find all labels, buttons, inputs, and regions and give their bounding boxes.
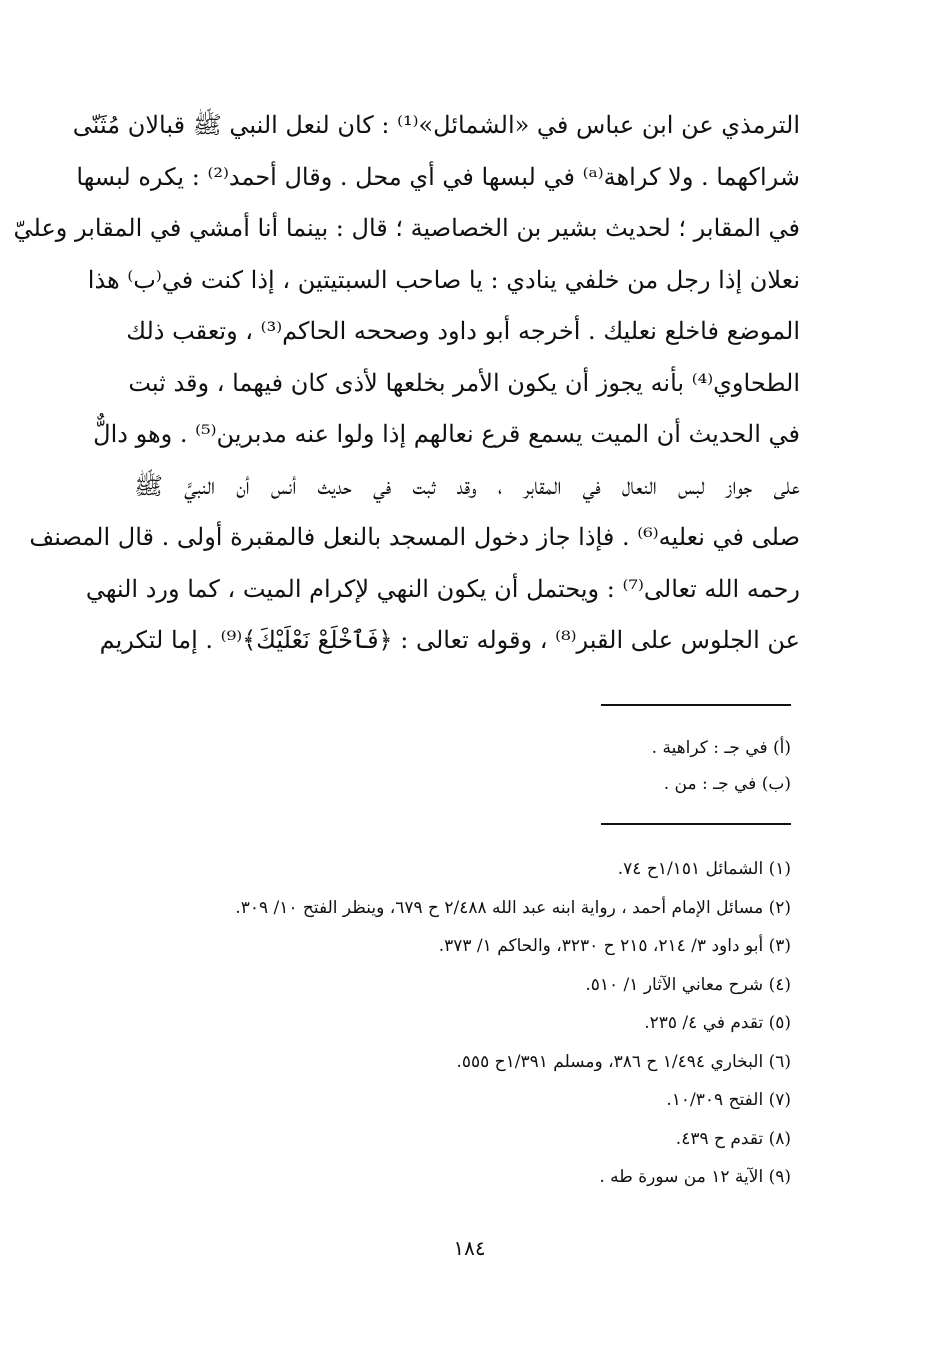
variant-note: (ب) في جـ : من . [663, 774, 791, 794]
text-line: شراكهما . ولا كراهة⁽ᵃ⁾ في لبسها في أي محل . وقال أحمد⁽²⁾ : يكره لبسها [76, 162, 800, 191]
footnote: (٩) الآية ١٢ من سورة طه . [599, 1167, 791, 1187]
footnote: (٢) مسائل الإمام أحمد ، رواية ابنه عبد الله ٢/٤٨٨ ح ٦٧٩، وينظر الفتح ١٠/ ٣٠٩. [235, 897, 791, 918]
footnote: (٥) تقدم في ٤/ ٢٣٥. [644, 1013, 791, 1033]
footnote: (١) الشمائل ١/١٥١ح ٧٤. [617, 859, 791, 879]
text-line: في الحديث أن الميت يسمع قرع نعالهم إذا ولوا عنه مدبرين⁽⁵⁾ . وهو دالٌّ [93, 420, 800, 448]
text-line: في المقابر ؛ لحديث بشير بن الخصاصية ؛ قال : بينما أنا أمشي في المقابر وعليّ [13, 214, 800, 242]
footnote: (٦) البخاري ١/٤٩٤ ح ٣٨٦، ومسلم ١/٣٩١ح ٥٥٥. [456, 1051, 791, 1072]
footnote: (٤) شرح معاني الآثار ١/ ٥١٠. [585, 974, 791, 995]
variant-note: (أ) في جـ : كراهية . [651, 738, 791, 758]
footnote-divider [601, 704, 791, 706]
text-line: رحمه الله تعالى⁽⁷⁾ : ويحتمل أن يكون النهي لإكرام الميت ، كما ورد النهي [85, 574, 800, 603]
text-line: نعلان إذا رجل من خلفي ينادي : يا صاحب السبتيتين ، إذا كنت في⁽ب⁾ هذا [87, 265, 800, 294]
main-text [13, 100, 800, 667]
footnote: (٨) تقدم ح ٤٣٩. [675, 1128, 791, 1149]
footnote: (٣) أبو داود ٣/ ٢١٤، ٢١٥ ح ٣٢٣٠، والحاكم ١/ ٣٧٣. [438, 936, 791, 956]
text-line: صلى في نعليه⁽⁶⁾ . فإذا جاز دخول المسجد بالنعل فالمقبرة أولى . قال المصنف [29, 523, 800, 551]
text-line: الترمذي عن ابن عباس في «الشمائل»⁽¹⁾ : كان لنعل النبي ﷺ قبالان مُثَنّى [72, 111, 800, 139]
footnotes [151, 850, 791, 1197]
page-number: ١٨٤ [453, 1236, 486, 1260]
text-line: الموضع فاخلع نعليك . أخرجه أبو داود وصححه الحاكم⁽³⁾ ، وتعقب ذلك [126, 317, 800, 345]
textual-variants [151, 730, 791, 802]
text-line: على جواز لبس النعال في المقابر ، وقد ثبت في حديث أنس أن النبيَّ ﷺ [134, 471, 800, 500]
footnote: (٧) الفتح ١٠/٣٠٩. [666, 1090, 791, 1110]
footnote-divider [601, 823, 791, 825]
text-line: عن الجلوس على القبر⁽⁸⁾ ، وقوله تعالى : ﴿فَٱخْلَعْ نَعْلَيْكَ﴾⁽⁹⁾ . إما لتكريم [99, 626, 800, 654]
text-line: الطحاوي⁽⁴⁾ بأنه يجوز أن يكون الأمر بخلعها لأذى كان فيهما ، وقد ثبت [128, 368, 800, 397]
